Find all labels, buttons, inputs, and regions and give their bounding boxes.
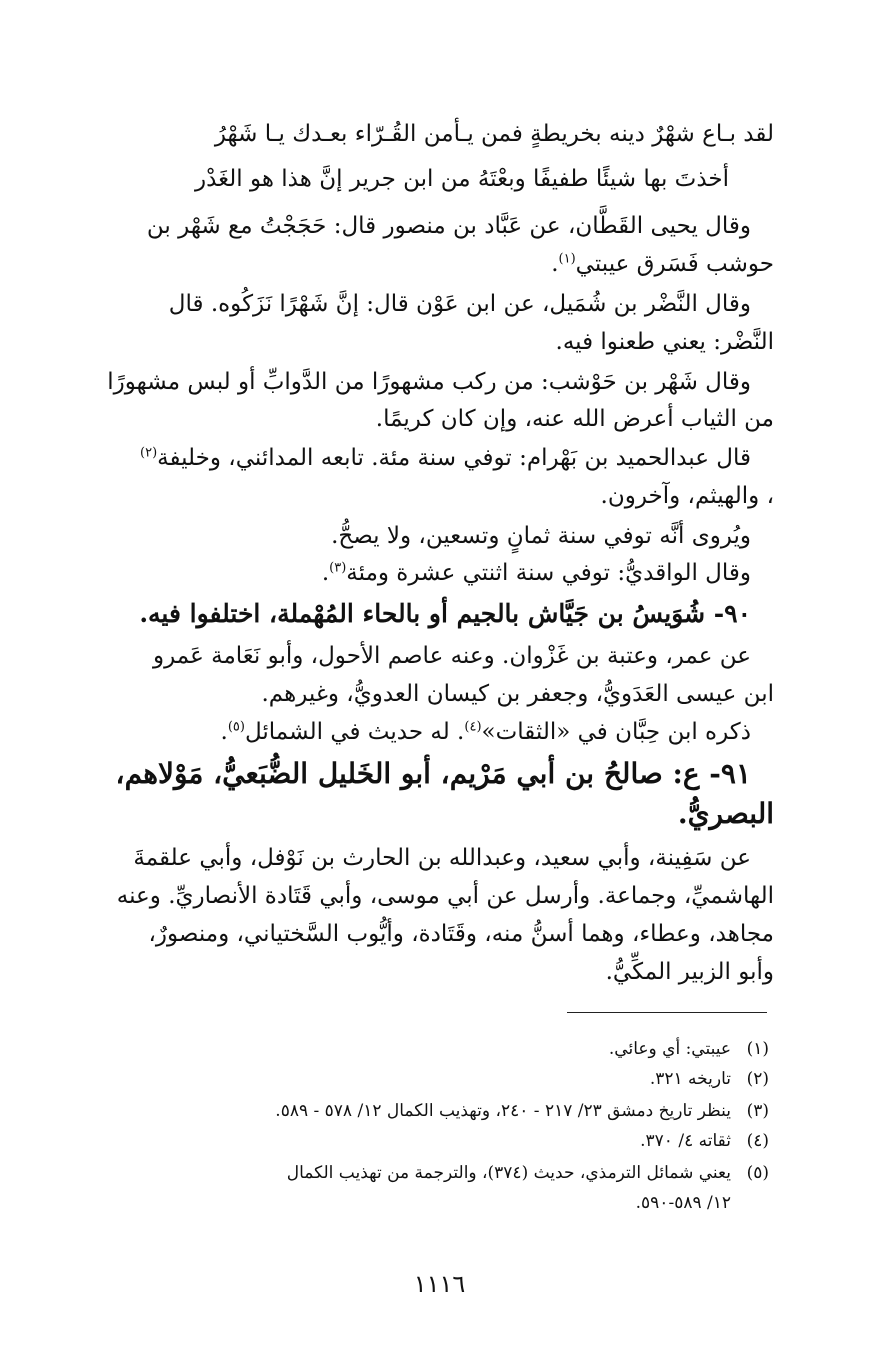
text-line: وأبو الزبير المكِّيُّ. [605,959,774,985]
footnote-mark: (٢) [140,445,158,461]
text-line: وقال الواقديُّ: توفي سنة اثنتي عشرة ومئة$^{(٣)}$. [321,560,751,586]
entry-heading-90: ٩٠- شُوَيسُ بن جَيَّاش بالجيم أو بالحاء المُهْملة، اختلفوا فيه. [139,599,751,628]
footnote-number: (١) [746,1039,769,1059]
footnote-text: ينظر تاريخ دمشق ٢٣/ ٢١٧ - ٢٤٠، وتهذيب الكمال ١٢/ ٥٧٨ - ٥٨٩. [275,1101,731,1121]
footnote-5-cont [50,1190,769,1216]
footnote-text: يعني شمائل الترمذي، حديث (٣٧٤)، والترجمة من تهذيب الكمال [286,1163,731,1183]
text-line [40,442,751,474]
text-span: . له حديث في الشمائل [244,719,465,745]
text-line: حوشب فَسَرق عيبتي$^{(١)}$. [551,251,774,277]
footnote-mark: (٤) [464,719,482,735]
footnote-number: (٤) [746,1131,769,1151]
entry-heading-91: ٩١- ع: صالحُ بن أبي مَرْيم، أبو الخَليل الضُّبَعيُّ، مَوْلاهم، [115,757,751,790]
footnote-4 [50,1128,769,1154]
text-span: قال عبدالحميد بن بَهْرام: توفي سنة مئة. تابعه المدائني، وخليفة [157,445,751,471]
text-line: النَّضْر: يعني طعنوا فيه. [555,329,774,355]
footnote-text: ثقاته ٤/ ٣٧٠. [640,1131,731,1151]
text-line: ، والهيثم، وآخرون. [600,483,774,509]
poem-line-2: أخذتَ بها شيئًا طفيفًا وبعْتَهُ من ابن جرير إنَّ هذا هو الغَدْر [194,166,729,192]
text-line: الهاشميِّ، وجماعة. وأرسل عن أبي موسى، وأبي قَتَادة الأنصاريِّ. وعنه [116,883,774,909]
text-line: عن عمر، وعتبة بن غَزْوان. وعنه عاصم الأحول، وأبو نَعَامة عَمرو [152,643,751,669]
footnote-5 [50,1160,769,1186]
footnote-3 [50,1098,769,1124]
text-line: من الثياب أعرض الله عنه، وإن كان كريمًا. [375,406,774,432]
text-line: وقال شَهْر بن حَوْشب: من ركب مشهورًا من الدَّوابِّ أو لبس مشهورًا [107,369,751,395]
page-number: ١١١٦ [413,1270,466,1298]
text-line: ذكره ابن حِبَّان في «الثقات»$^{(٤)}$. له حديث في الشمائل$^{(٥)}$. [220,719,751,745]
text-line: ويُروى أنَّه توفي سنة ثمانٍ وتسعين، ولا يصحُّ. [331,523,751,549]
footnote-mark: (١) [558,251,576,267]
footnote-text: عيبتي: أي وعائي. [608,1039,731,1059]
footnote-divider [567,1012,767,1013]
text-line: ابن عيسى العَدَويُّ، وجعفر بن كيسان العدويُّ، وغيرهم. [261,681,774,707]
footnote-number: (٣) [746,1101,769,1121]
footnote-text: تاريخه ٣٢١. [649,1069,731,1089]
text-span: وقال الواقديُّ: توفي سنة اثنتي عشرة ومئة [346,560,751,586]
text-line: عن سَفِينة، وأبي سعيد، وعبدالله بن الحارث بن نَوْفل، وأبي علقمةَ [133,845,751,871]
footnote-number: (٢) [746,1069,769,1089]
footnote-text: ١٢/ ٥٨٩-٥٩٠. [635,1193,731,1213]
text-line: وقال النَّضْر بن شُمَيل، عن ابن عَوْن قال: إنَّ شَهْرًا نَزَكُوه. قال [168,291,751,317]
entry-heading-91-cont: البصريُّ. [677,797,774,830]
footnote-mark: (٣) [329,560,347,576]
text-span: حوشب فَسَرق عيبتي [575,251,774,277]
text-line: مجاهد، وعطاء، وهما أسنُّ منه، وقَتَادة، وأيُّوب السَّختياني، ومنصورٌ، [148,921,774,947]
footnote-number: (٥) [746,1163,769,1183]
text-line: وقال يحيى القَطَّان، عن عَبَّاد بن منصور قال: حَجَجْتُ مع شَهْر بن [146,213,751,239]
footnote-1 [50,1036,769,1062]
poem-line-1: لقد بـاع شهْرٌ دينه بخريطةٍ فمن يـأمن القُـرّاء بعـدك يـا شَهْرُ [214,121,774,147]
footnote-mark: (٥) [227,719,245,735]
footnote-2 [50,1066,769,1092]
text-span: ذكره ابن حِبَّان في «الثقات» [481,719,751,745]
